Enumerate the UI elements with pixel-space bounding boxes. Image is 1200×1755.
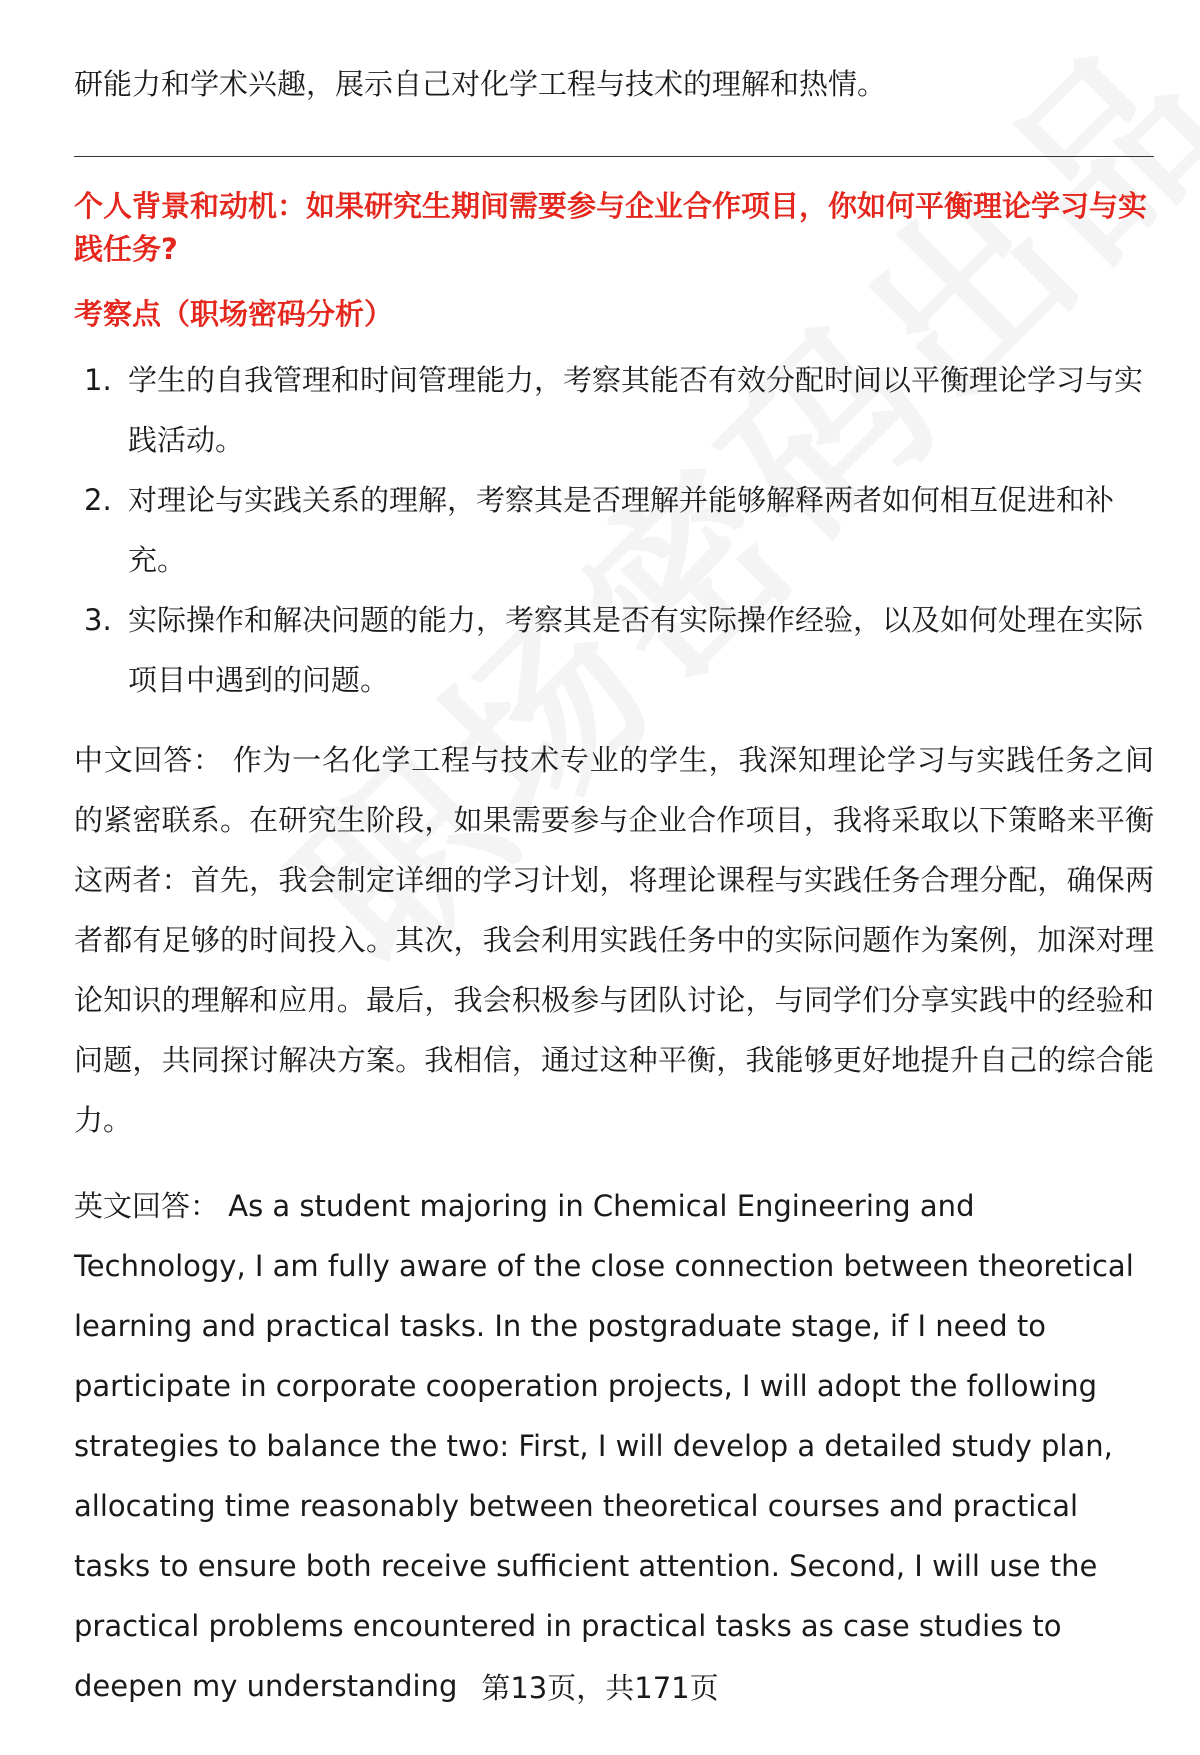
assessment-points-list — [74, 350, 1154, 710]
chinese-answer — [74, 730, 1154, 1150]
chinese-answer-label: 中文回答： — [74, 743, 223, 777]
continuation-paragraph: 研能力和学术兴趣，展示自己对化学工程与技术的理解和热情。 — [74, 67, 887, 101]
question-heading: 个人背景和动机：如果研究生期间需要参与企业合作项目，你如何平衡理论学习与实践任务? — [74, 189, 1148, 266]
english-answer-text: As a student majoring in Chemical Engineering and Technology, I am fully aware of the close connection between theoretical learning and practical tasks. In the postgraduate stage, if I need to participate in corporate cooperation projects, I will adopt the following strategies to balance the two: First, I will develop a detailed study plan, allocating time reasonably between theoretical courses and practical tasks to ensure both receive sufficient attention. Second, I will use the practical problems encountered in practical tasks as case studies to deepen my understanding — [74, 1189, 1134, 1703]
list-item-number: 3. — [84, 603, 112, 637]
list-item-text: 学生的自我管理和时间管理能力，考察其能否有效分配时间以平衡理论学习与实践活动。 — [128, 363, 1144, 457]
english-answer-label: 英文回答： — [74, 1189, 220, 1223]
english-answer — [74, 1176, 1154, 1716]
list-item-number: 2. — [84, 483, 112, 517]
list-item — [74, 590, 1154, 710]
list-item-number: 1. — [84, 363, 112, 397]
list-item — [74, 350, 1154, 470]
list-item — [74, 470, 1154, 590]
chinese-answer-text: 作为一名化学工程与技术专业的学生，我深知理论学习与实践任务之间的紧密联系。在研究生阶段，如果需要参与企业合作项目，我将采取以下策略来平衡这两者：首先，我会制定详细的学习计划，将理论课程与实践任务合理分配，确保两者都有足够的时间投入。其次，我会利用实践任务中的实际问题作为案例，加深对理论知识的理解和应用。最后，我会积极参与团队讨论，与同学们分享实践中的经验和问题，共同探讨解决方案。我相信，通过这种平衡，我能够更好地提升自己的综合能力。 — [74, 743, 1154, 1137]
page-number-footer: 第13页，共171页 — [481, 1671, 719, 1705]
list-item-text: 实际操作和解决问题的能力，考察其是否有实际操作经验，以及如何处理在实际项目中遇到的问题。 — [128, 603, 1144, 697]
section-divider — [74, 156, 1154, 157]
page-content — [74, 54, 1154, 1716]
list-item-text: 对理论与实践关系的理解，考察其是否理解并能够解释两者如何相互促进和补充。 — [128, 483, 1115, 577]
points-title: 考察点（职场密码分析） — [74, 297, 394, 331]
